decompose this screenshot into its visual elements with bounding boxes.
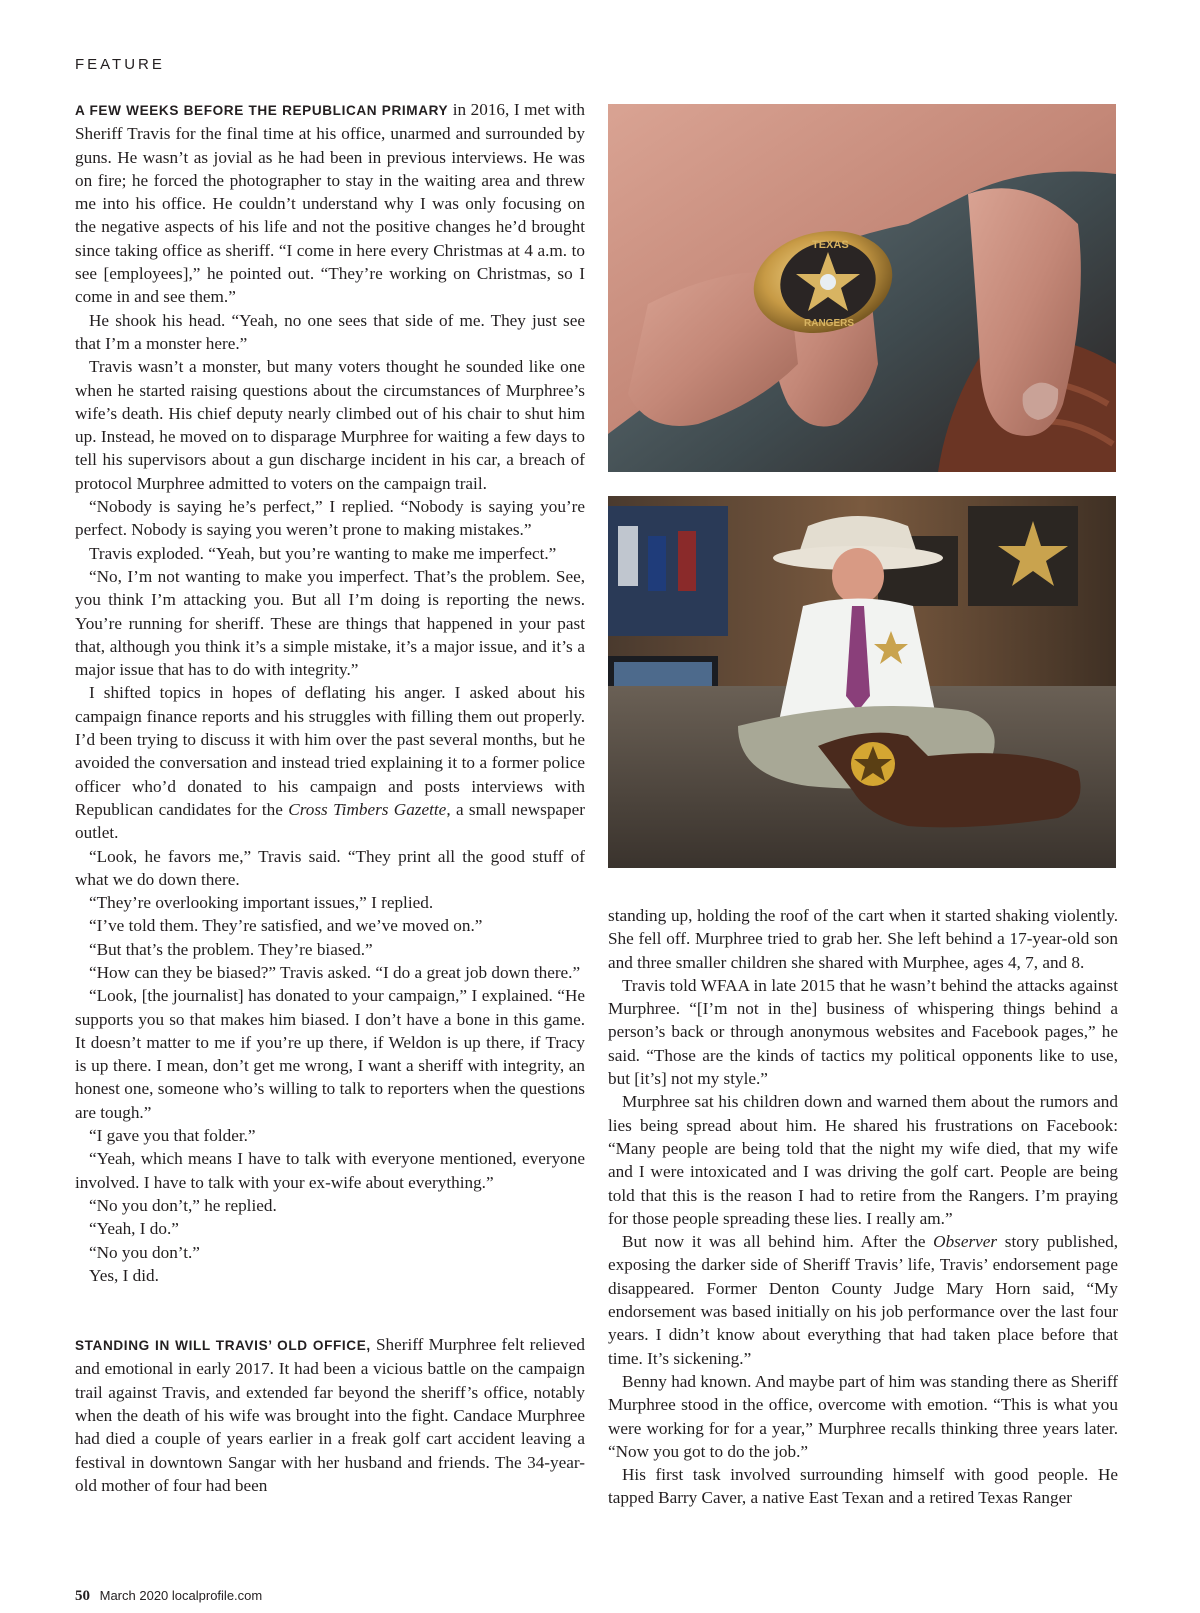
paragraph xyxy=(75,1333,585,1497)
paragraph: Yes, I did. xyxy=(89,1265,159,1285)
paragraph-text: I shifted topics in hopes of deflating his anger. I asked about his campaign finance reports and his struggles with filling them out properly. I’d been trying to discuss it with him over the past several months, but he avoided the conversation and instead tried explaining it to a former police officer who’d donated to his campaign and posts interviews with Republican candidates for the xyxy=(75,683,585,819)
paragraph-text: But now it was all behind him. After the xyxy=(622,1232,934,1252)
section-label: FEATURE xyxy=(75,56,165,73)
left-column xyxy=(75,98,585,1497)
sheriff-photo xyxy=(608,496,1116,868)
paragraph: “Look, he favors me,” Travis said. “They print all the good stuff of what we do down there. xyxy=(75,846,585,889)
sheriff-photo-image xyxy=(608,496,1116,868)
paragraph xyxy=(75,98,585,309)
publication-name: Observer xyxy=(933,1232,998,1252)
paragraph: He shook his head. “Yeah, no one sees that side of me. They just see that I’m a monster here.” xyxy=(75,310,585,353)
paragraph-text: , a small newspaper outlet. xyxy=(75,799,585,843)
paragraph: “Yeah, I do.” xyxy=(89,1219,179,1239)
page-number: 50 xyxy=(75,1588,90,1604)
paragraph: Travis told WFAA in late 2015 that he wasn’t behind the attacks against Murphree. “[I’m not in the] business of whispering things behind a person’s back or through anonymous websites and Facebook pages,” he said. “Those are the kinds of tactics my political opponents like to use, but [it’s] not my style.” xyxy=(608,975,1118,1089)
publication-name: Cross Timbers Gazette xyxy=(288,799,447,819)
paragraph: Travis wasn’t a monster, but many voters thought he sounded like one when he started raising questions about the circumstances of Murphree’s wife’s death. His chief deputy nearly climbed out of his chair to shut him up. Instead, he moved on to disparage Murphree for waiting a few days to tell his supervisors about a gun discharge incident in his car, a breach of protocol Murphree admitted to voters on the campaign trail. xyxy=(75,357,585,493)
paragraph: “No you don’t,” he replied. xyxy=(89,1195,277,1215)
paragraph: “I gave you that folder.” xyxy=(89,1126,256,1146)
paragraph xyxy=(608,1230,1118,1370)
paragraph: “They’re overlooking important issues,” I replied. xyxy=(89,893,434,913)
page-footer xyxy=(75,1588,262,1605)
ring-photo-image xyxy=(608,104,1116,472)
paragraph: “How can they be biased?” Travis asked. “I do a great job down there.” xyxy=(89,962,581,982)
lede-caps: A FEW WEEKS BEFORE THE REPUBLICAN PRIMARY xyxy=(75,103,449,118)
site-name: localprofile.com xyxy=(171,1588,263,1603)
paragraph: Travis exploded. “Yeah, but you’re wanting to make me imperfect.” xyxy=(89,543,557,563)
paragraph: “But that’s the problem. They’re biased.” xyxy=(89,939,373,959)
ring-text-bottom: RANGERS xyxy=(804,318,855,329)
paragraph-text: Sheriff Murphree felt relieved and emotional in early 2017. It had been a vicious battle on the campaign trail against Travis, and extended far beyond the sheriff’s office, notably when the death of his wife was brought into the fight. Candace Murphree had died a couple of years earlier in a freak golf cart accident leaving a festival in downtown Sangar with her husband and friends. The 34-year-old mother of four had been xyxy=(75,1335,585,1495)
paragraph: Murphree sat his children down and warned them about the rumors and lies being spread about him. He shared his frustrations on Facebook: “Many people are being told that the night my wife died, that my wife and I were intoxicated and I was driving the golf cart. People are being told that this is the reason I had to retire from the Rangers. I’m praying for those people spreading these lies. I really am.” xyxy=(608,1092,1118,1228)
ring-photo xyxy=(608,104,1116,472)
paragraph: “No you don’t.” xyxy=(89,1242,200,1262)
paragraph: “No, I’m not wanting to make you imperfect. That’s the problem. See, you think I’m attacking you. But all I’m doing is reporting the news. You’re running for sheriff. These are things that happened in your past that, although you think it’s a simple mistake, it’s a major issue, and it’s a major issue that has to do with integrity.” xyxy=(75,566,585,680)
right-column xyxy=(608,904,1118,1510)
paragraph: “Yeah, which means I have to talk with everyone mentioned, everyone involved. I have to talk with your ex-wife about everything.” xyxy=(75,1149,585,1192)
paragraph: “Nobody is saying he’s perfect,” I replied. “Nobody is saying you’re perfect. Nobody is saying you weren’t prone to making mistakes.” xyxy=(75,497,585,540)
issue-date: March 2020 xyxy=(99,1588,169,1603)
paragraph-text: in 2016, I met with Sheriff Travis for the final time at his office, unarmed and surrounded by guns. He wasn’t as jovial as he had been in previous interviews. He was on fire; he forced the photographer to stay in the waiting area and threw me into his office. He couldn’t understand why I was only focusing on the negative aspects of his life and not the positive changes he’d brought since taking office as sheriff. “I come in here every Christmas at 4 a.m. to see [employees],” he pointed out. “They’re working on Christmas, so I come in and see them.” xyxy=(75,100,585,307)
paragraph: “Look, [the journalist] has donated to your campaign,” I explained. “He supports you so that makes him biased. I don’t have a bone in this game. It doesn’t matter to me if you’re up there, if Weldon is up there, if Tracy is up there. I mean, don’t get me wrong, I want a sheriff with integrity, an honest one, someone who’s willing to talk to reporters when the questions are tough.” xyxy=(75,986,585,1122)
paragraph: “I’ve told them. They’re satisfied, and we’ve moved on.” xyxy=(89,916,483,936)
ring-text-top: TEXAS xyxy=(812,239,849,251)
paragraph: Benny had known. And maybe part of him was standing there as Sheriff Murphree stood in the office, overcome with emotion. “This is what you were working for for a year,” Murphree recalls thinking three years later. “Now you got to do the job.” xyxy=(608,1371,1118,1461)
lede-caps: STANDING IN WILL TRAVIS’ OLD OFFICE, xyxy=(75,1338,371,1354)
paragraph: His first task involved surrounding himself with good people. He tapped Barry Caver, a native East Texan and a retired Texas Ranger xyxy=(608,1465,1118,1508)
paragraph xyxy=(75,681,585,844)
paragraph: standing up, holding the roof of the cart when it started shaking violently. She fell off. Murphree tried to grab her. She left behind a 17-year-old son and three smaller children she shared with Murphee, ages 4, 7, and 8. xyxy=(608,906,1118,972)
paragraph-text: story published, exposing the darker side of Sheriff Travis’ life, Travis’ endorsement page disappeared. Former Denton County Judge Mary Horn said, “My endorsement was based initially on his job performance over the last four years. I didn’t know about everything that had taken place before that time. It’s sickening.” xyxy=(608,1232,1118,1368)
